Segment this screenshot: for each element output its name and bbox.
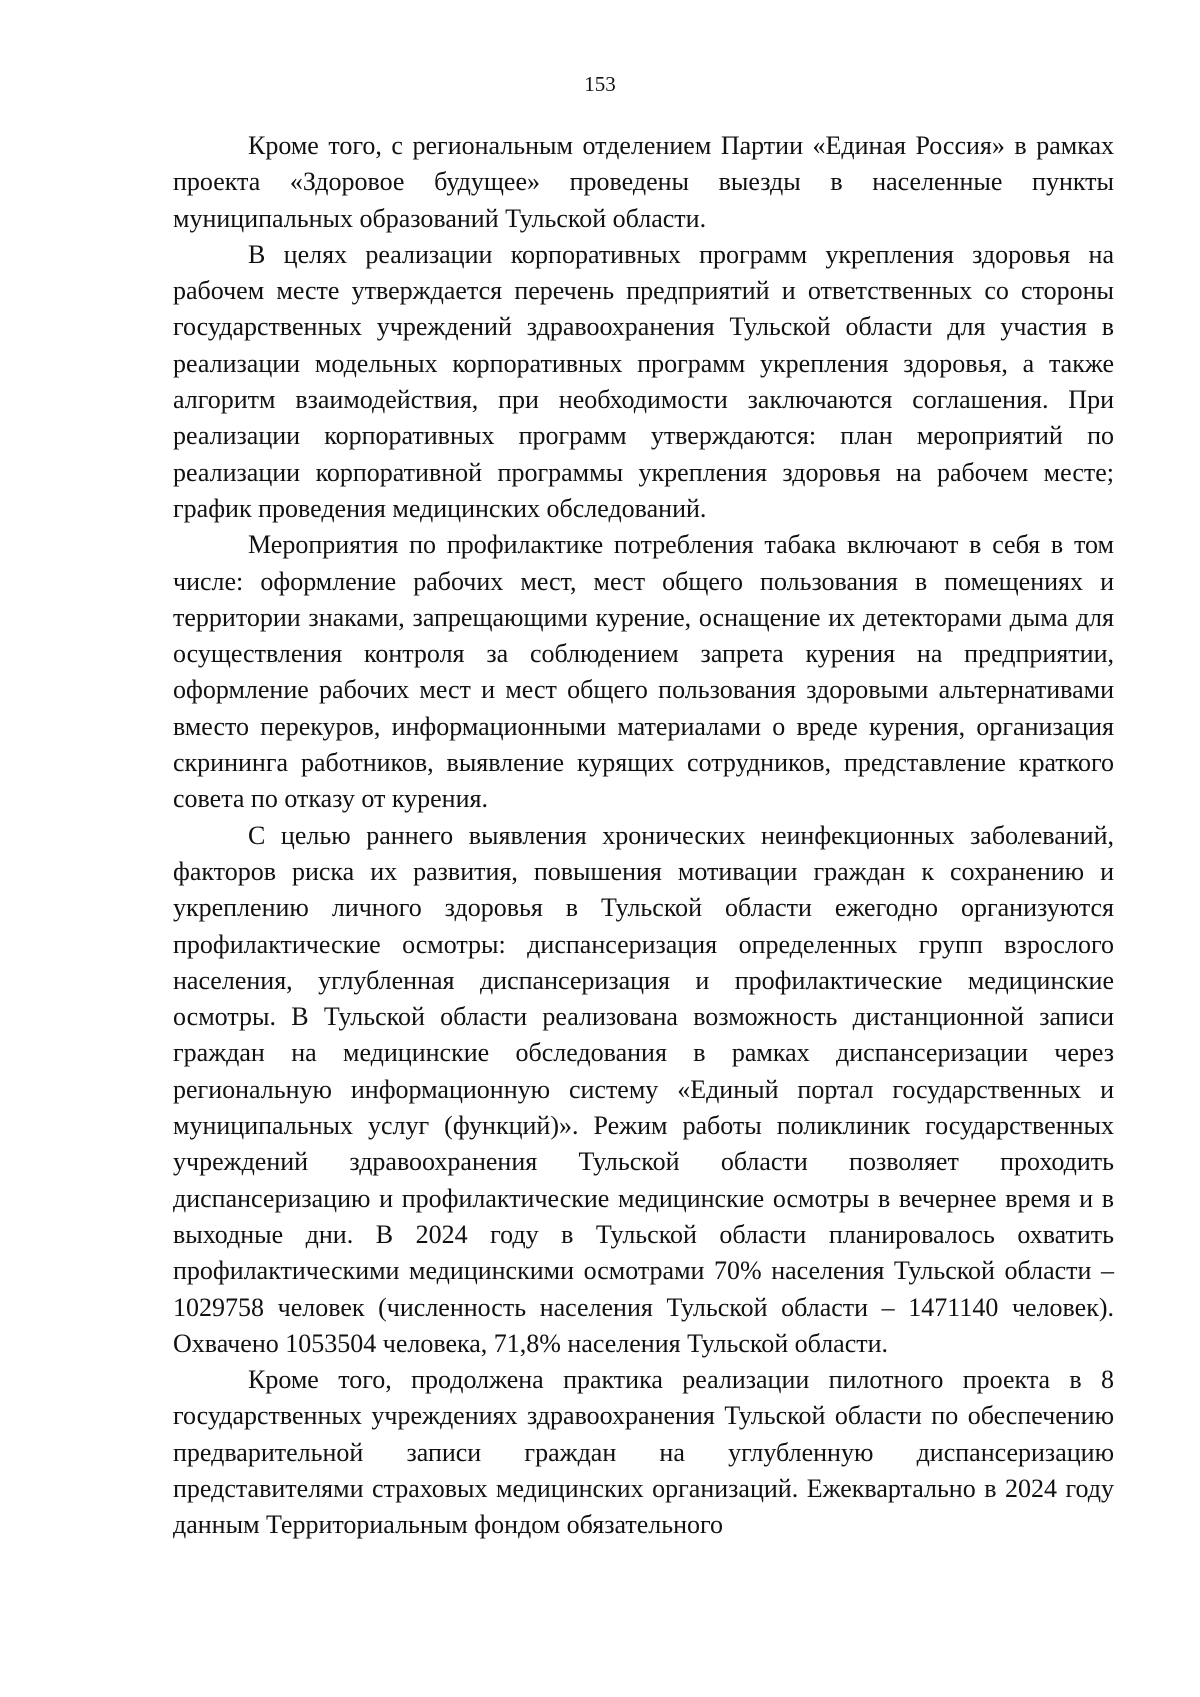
paragraph-preventive-examinations: С целью раннего выявления хронических неинфекционных заболеваний, факторов риска их развития, повышения мотивации граждан к сохранению и укреплению личного здоровья в Тульской области ежегодно организуются профилактические осмотры: диспансеризация определенных групп взрослого населения, углубленная диспансеризация и профилактические медицинские осмотры. В Тульской области реализована возможность дистанционной записи граждан на медицинские обследования в рамках диспансеризации через региональную информационную систему «Единый портал государственных и муниципальных услуг (функций)». Режим работы поликлиник государственных учреждений здравоохранения Тульской области позволяет проходить диспансеризацию и профилактические медицинские осмотры в вечернее время и в выходные дни. В 2024 году в Тульской области планировалось охватить профилактическими медицинскими осмотрами 70% населения Тульской области – 1029758 человек (численность населения Тульской области – 1471140 человек). Охвачено 1053504 человека, 71,8% населения Тульской области.	[173, 820, 1114, 1358]
paragraph-corporate-programs: В целях реализации корпоративных программ укрепления здоровья на рабочем месте утверждается перечень предприятий и ответственных со стороны государственных учреждений здравоохранения Тульской области для участия в реализации модельных корпоративных программ укрепления здоровья, а также алгоритм взаимодействия, при необходимости заключаются соглашения. При реализации корпоративных программ утверждаются: план мероприятий по реализации корпоративной программы укрепления здоровья на рабочем месте; график проведения медицинских обследований.	[173, 239, 1114, 523]
body-text	[173, 128, 1114, 1544]
paragraph-pilot-project: Кроме того, продолжена практика реализации пилотного проекта в 8 государственных учреждениях здравоохранения Тульской области по обеспечению предварительной записи граждан на углубленную диспансеризацию представителями страховых медицинских организаций. Ежеквартально в 2024 году данным Территориальным фондом обязательного	[173, 1365, 1114, 1540]
paragraph-regional-branch: Кроме того, с региональным отделением Партии «Единая Россия» в рамках проекта «Здоровое будущее» проведены выезды в населенные пункты муниципальных образований Тульской области.	[173, 131, 1114, 233]
paragraph-tobacco-prevention: Мероприятия по профилактике потребления табака включают в себя в том числе: оформление рабочих мест, мест общего пользования в помещениях и территории знаками, запрещающими курение, оснащение их детекторами дыма для осуществления контроля за соблюдением запрета курения на предприятии, оформление рабочих мест и мест общего пользования здоровыми альтернативами вместо перекуров, информационными материалами о вреде курения, организация скрининга работников, выявление курящих сотрудников, представление краткого совета по отказу от курения.	[173, 530, 1114, 814]
page-number: 153	[584, 72, 616, 96]
